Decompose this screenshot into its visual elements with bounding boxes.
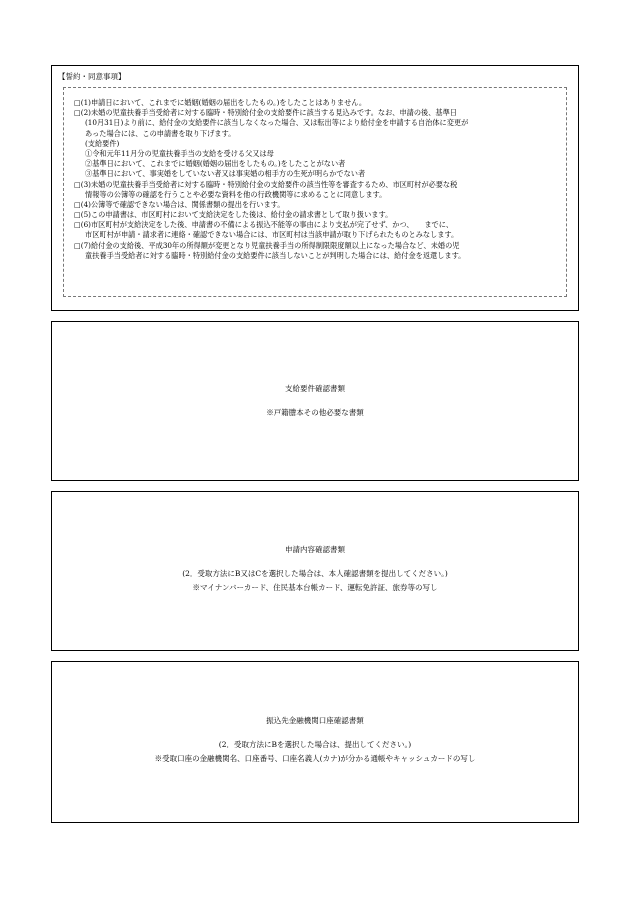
consent-item-2-cont: (10月31日)より前に、給付金の支給要件に該当しなくなった場合、又は転出等により給付金を申請する自治体に変更が: [85, 118, 469, 128]
consent-section: [51, 65, 579, 311]
consent-item-2: □(2)未婚の児童扶養手当受給者に対する臨時・特別給付金の支給要件に該当する見込みです。なお、申請の後、基準日: [74, 108, 457, 118]
consent-items-box: [63, 87, 567, 297]
consent-items: [74, 98, 568, 261]
consent-item-3-cont: 情報等の公簿等の確認を行うことや必要な資料を他の行政機関等に求めることに同意します。: [85, 189, 387, 199]
bank-account-documents-title: 振込先金融機関口座確認書類: [266, 716, 364, 725]
consent-item-4: □(4)公簿等で確認できない場合は、関係書類の提出を行います。: [74, 199, 285, 209]
consent-item-5: □(5)この申請書は、市区町村において支給決定をした後は、給付金の請求書として取り扱います。: [74, 210, 393, 220]
identity-documents-detail: ※マイナンバーカード、住民基本台帳カード、運転免許証、旅券等の写し: [192, 583, 438, 592]
consent-item-1: □(1)申請日において、これまでに婚姻(婚姻の届出をしたもの。)をしたことはありません。: [74, 98, 367, 107]
requirement-1: ①令和元年11月分の児童扶養手当の支給を受ける父又は母: [85, 148, 274, 158]
consent-title: 【誓約・同意事項】: [58, 72, 126, 81]
requirements-heading: (支給要件): [85, 138, 120, 148]
eligibility-documents-title: 支給要件確認書類: [285, 384, 345, 393]
requirement-2: ②基準日において、これまでに婚姻(婚姻の届出をしたもの。)をしたことがない者: [85, 159, 346, 169]
identity-documents-note: (2．受取方法にB又はCを選択した場合は、本人確認書類を提出してください。): [182, 569, 448, 578]
requirement-3: ③基準日において、事実婚をしていない者又は事実婚の相手方の生死が明らかでない者: [85, 169, 366, 179]
consent-item-3: □(3)未婚の児童扶養手当受給者に対する臨時・特別給付金の支給要件の該当性等を審査するため、市区町村が必要な税: [74, 179, 458, 189]
eligibility-documents-box: [51, 321, 579, 481]
bank-account-documents-detail: ※受取口座の金融機関名、口座番号、口座名義人(カナ)が分かる通帳やキャッシュカードの写し: [154, 754, 476, 763]
identity-documents-title: 申請内容確認書類: [285, 545, 345, 554]
consent-item-2-cont: あった場合には、この申請書を取り下げます。: [85, 128, 236, 138]
consent-item-6-cont: 市区町村が申請・請求者に連絡・確認できない場合には、市区町村は当該申請が取り下げられたものとみなします。: [85, 230, 459, 240]
bank-account-documents-box: [51, 661, 579, 823]
identity-documents-box: [51, 491, 579, 651]
consent-item-7-cont: 童扶養手当受給者に対する臨時・特別給付金の支給要件に該当しないことが判明した場合には、給付金を返還します。: [85, 250, 466, 260]
eligibility-documents-detail: ※戸籍謄本その他必要な書類: [266, 408, 364, 417]
consent-item-7: □(7)給付金の支給後、平成30年の所得額が変更となり児童扶養手当の所得制限限度額以上になった場合など、未婚の児: [74, 240, 460, 250]
consent-item-6: □(6)市区町村が支給決定をした後、申請書の不備による振込不能等の事由により支払が完了せず、かつ、 までに、: [74, 220, 454, 230]
bank-account-documents-note: (2．受取方法にBを選択した場合は、提出してください。): [218, 740, 412, 749]
